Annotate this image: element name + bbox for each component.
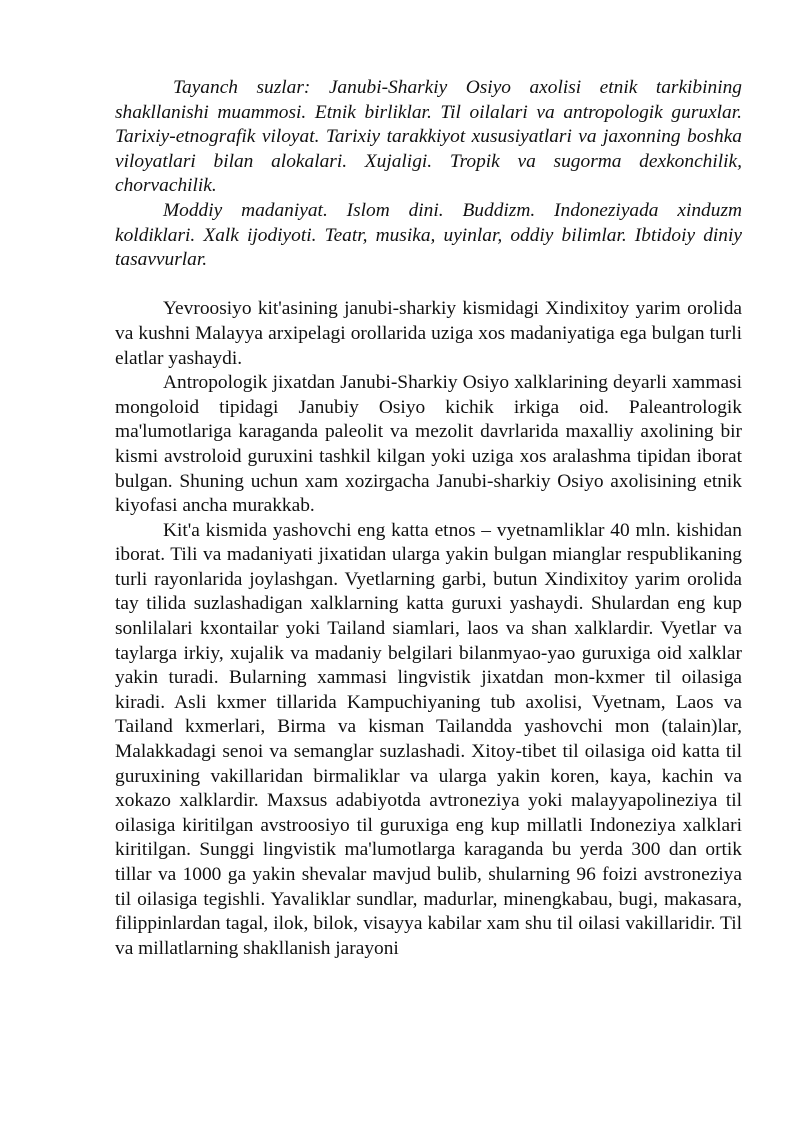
body-paragraph: Kit'a kismida yashovchi eng katta etnos – vyetnamliklar 40 mln. kishidan iborat. Tili va madaniyati jixatidan ularga yakin bulgan mianglar respublikaning turli rayonlarida joylashgan. Vyetlarning garbi, butun Xindixitoy yarim orolida tay tilida suzlashadigan xalklarning katta guruxi yashaydi. Shulardan eng kup sonlilalari kxontailar yoki Tailand siamlari, laos va shan xalklardir. Vyetlar va taylarga irkiy, xujalik va madaniy belgilari bilanmyao-yao guruxiga oid xalklar yakin turadi. Bularning xammasi lingvistik jixatdan mon-kxmer til oilasiga kiradi. Asli kxmer tillarida Kampuchiyaning tub axolisi, Vyetnam, Laos va Tailand kxmerlari, Birma va kisman Tailandda yashovchi mon (talain)lar, Malakkadagi senoi va semanglar suzlashadi. Xitoy-tibet til oilasiga oid katta til guruxining vakillaridan birmaliklar va ularga yakin koren, kaya, kachin va xokazo xalklardir. Maxsus adabiyotda avtroneziya yoki malayyapolineziya til oilasiga kiritilgan avstroosiyo til guruxiga eng kup millatli Indoneziya xalklari kiritilgan. Sunggi lingvistik ma'lumotlarga karaganda bu yerda 300 dan ortik tillar va 1000 ga yakin shevalar mavjud bulib, shularning 96 foizi avstroneziya til oilasiga tegishli. Yavaliklar sundlar, madurlar, minengkabau, bugi, makasara, filippinlardan tagal, ilok, bilok, visayya kabilar xam shu til oilasi vakillaridir. Til va millatlarning shakllanish jarayoni [115, 519, 742, 959]
keywords-section [115, 76, 742, 273]
section-spacer [115, 273, 742, 298]
body-paragraph: Antropologik jixatdan Janubi-Sharkiy Osiyo xalklarining deyarli xammasi mongoloid tipidagi Janubiy Osiyo kichik irkiga oid. Paleantrologik ma'lumotlariga karaganda paleolit va mezolit davrlarida maxalliy axolining bir kismi avstroloid guruxini tashkil kilgan yoki uziga xos aralashma tipidan iborat bulgan. Shuning uchun xam xozirgacha Janubi-sharkiy Osiyo axolisining etnik kiyofasi ancha murakkab. [115, 372, 742, 517]
keywords-paragraph: Tayanch suzlar: Janubi-Sharkiy Osiyo axolisi etnik tarkibining shakllanishi muammosi. Etnik birliklar. Til oilalari va antropologik guruxlar. Tarixiy-etnografik viloyat. Tarixiy tarakkiyot xususiyatlari va jaxonning boshka viloyatlari bilan alokalari. Xujaligi. Tropik va sugorma dexkonchilik, chorvachilik. [115, 77, 742, 197]
body-paragraph: Yevroosiyo kit'asining janubi-sharkiy kismidagi Xindixitoy yarim orolida va kushni Malayya arxipelagi orollarida uziga xos madaniyatiga ega bulgan turli elatlar yashaydi. [115, 298, 742, 369]
body-section [115, 297, 742, 961]
keywords-paragraph: Moddiy madaniyat. Islom dini. Buddizm. Indoneziyada xinduzm koldiklari. Xalk ijodiyoti. Teatr, musika, uyinlar, oddiy bilimlar. Ibtidoiy diniy tasavvurlar. [115, 199, 742, 271]
document-page [115, 76, 742, 961]
